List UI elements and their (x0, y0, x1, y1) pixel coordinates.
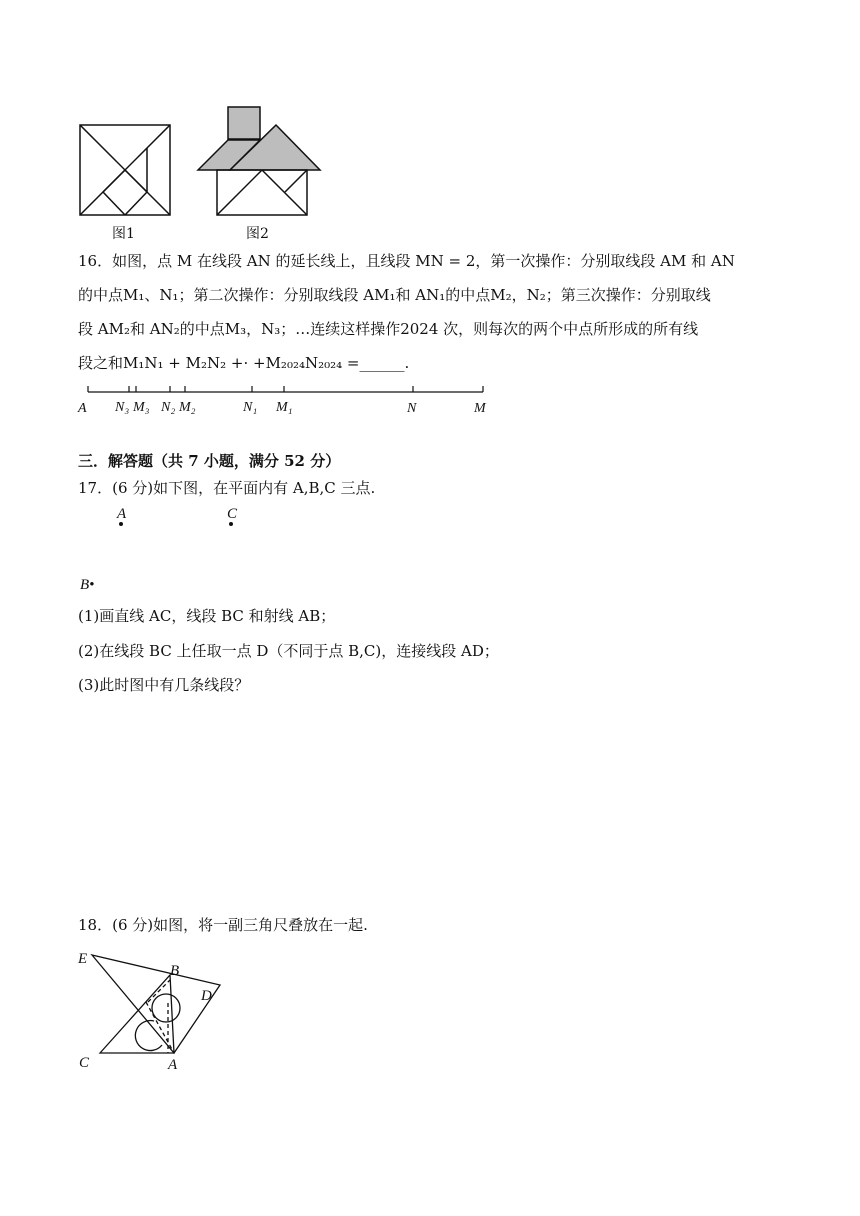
label-c: C (79, 1055, 90, 1071)
q17-stem: 17．(6 分)如下图，在平面内有 A,B,C 三点. (78, 479, 376, 497)
q17-part-1: (1)画直线 AC，线段 BC 和射线 AB； (78, 607, 336, 625)
q18-stem: 18．(6 分)如图，将一副三角尺叠放在一起. (78, 916, 368, 934)
point-a-dot (119, 522, 123, 526)
point-b-label: B• (80, 577, 95, 593)
q16-line-2: 的中点M₁、N₁；第二次操作：分别取线段 AM₁和 AN₁的中点M₂，N₂；第三次操作：分别取线 (78, 286, 711, 304)
label-n: N (407, 401, 417, 416)
label-m3: M₃ (133, 400, 150, 415)
label-n2: N₂ (161, 400, 176, 415)
figure-1-square (80, 125, 170, 215)
point-c-dot (229, 522, 233, 526)
point-a-label: A (117, 506, 127, 522)
number-line-figure (70, 380, 510, 420)
figure-2-house (198, 107, 320, 215)
label-n3: N₃ (115, 400, 130, 415)
set-squares-figure (70, 945, 240, 1075)
tangram-figures (70, 100, 340, 240)
label-a18: A (168, 1057, 178, 1073)
label-m1: M₁ (276, 400, 293, 415)
figure-2-caption: 图2 (246, 226, 269, 242)
q16-line-1: 16．如图，点 M 在线段 AN 的延长线上，且线段 MN = 2，第一次操作：分别取线段 AM 和 AN (78, 252, 735, 270)
figure-1-caption: 图1 (112, 226, 135, 242)
q17-part-2: (2)在线段 BC 上任取一点 D（不同于点 B,C)，连接线段 AD； (78, 642, 499, 660)
label-e: E (78, 951, 88, 967)
section-3-heading: 三．解答题（共 7 小题，满分 52 分） (78, 452, 341, 470)
label-b: B (170, 963, 180, 979)
label-n1: N₁ (243, 400, 258, 415)
q16-line-3: 段 AM₂和 AN₂的中点M₃，N₃；…连续这样操作2024 次，则每次的两个中点所形成的所有线 (78, 320, 699, 338)
point-c-label: C (227, 506, 238, 522)
label-d: D (201, 988, 212, 1004)
q17-part-3: (3)此时图中有几条线段？ (78, 676, 250, 694)
label-a: A (78, 401, 87, 416)
label-m2: M₂ (179, 400, 196, 415)
label-m: M (474, 401, 486, 416)
q16-line-4: 段之和M₁N₁ + M₂N₂ +· +M₂₀₂₄N₂₀₂₄ =______. (78, 354, 410, 372)
